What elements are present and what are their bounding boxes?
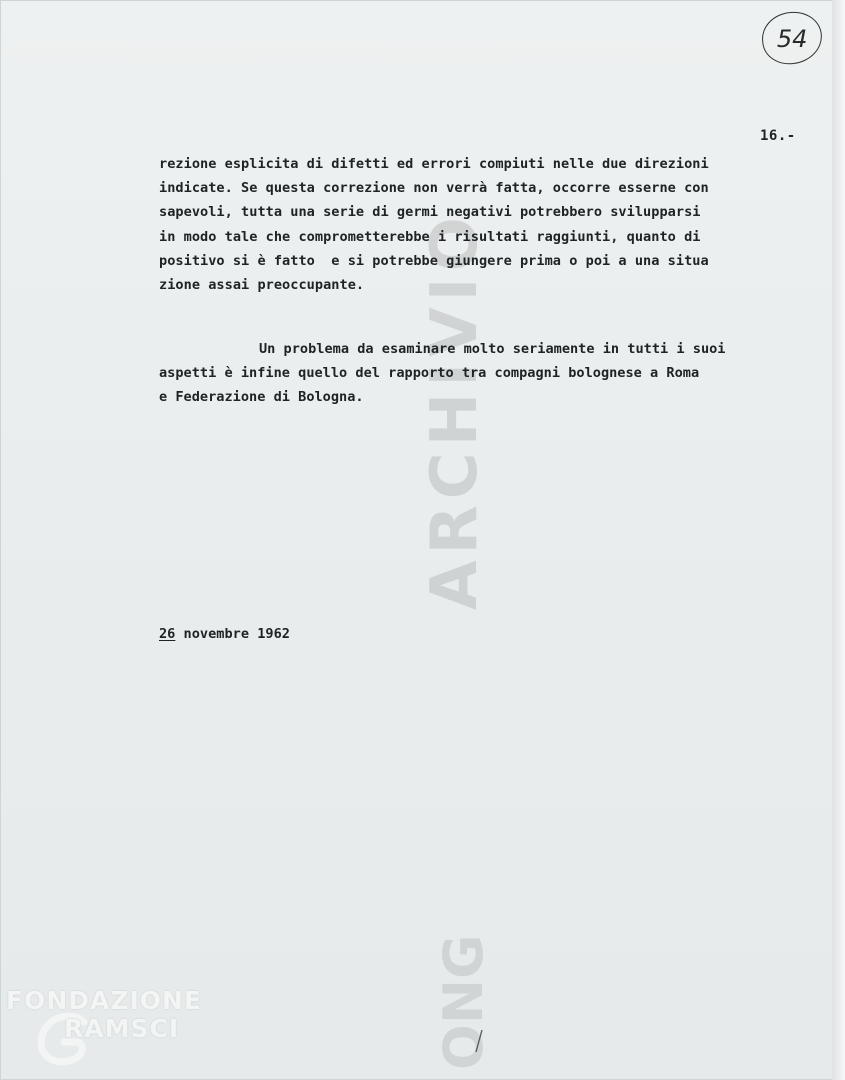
folio-stamp: [759, 9, 824, 67]
paragraph-2: [159, 337, 834, 410]
text-line: Un problema da esaminare molto seriamente in tutti i suoi: [259, 341, 726, 357]
date-month-year: novembre 1962: [175, 626, 290, 642]
text-line: sapevoli, tutta una serie di germi negativi potrebbero svilupparsi: [159, 204, 701, 221]
text-line: in modo tale che comprometterebbe i risultati raggiunti, quanto di: [159, 228, 701, 245]
page-number: 16.-: [760, 128, 796, 144]
fondazione-gramsci-logo: [6, 986, 216, 1076]
date-day: 26: [159, 626, 176, 642]
logo-text-line2: RAMSCI: [64, 1014, 180, 1043]
text-line: e Federazione di Bologna.: [159, 389, 364, 406]
text-line: aspetti è infine quello del rapporto tra compagni bolognese a Roma: [159, 365, 700, 382]
text-line: positivo si è fatto e si potrebbe giungere prima o poi a una situa: [159, 252, 709, 269]
logo-text-line1: FONDAZIONE: [6, 986, 203, 1015]
archive-watermark: ARCHIVIO: [418, 211, 492, 610]
folio-number: 54: [776, 24, 808, 53]
text-line: indicate. Se questa correzione non verrà fatta, occorre esserne con: [159, 180, 709, 197]
text-line: rezione esplicita di difetti ed errori compiuti nelle due direzioni: [159, 156, 709, 172]
text-line: zione assai preoccupante.: [159, 277, 365, 294]
document-date: [159, 626, 290, 642]
archive-watermark-low: ONG: [432, 934, 495, 1070]
paragraph-1: [159, 152, 834, 297]
page-edge: [832, 0, 845, 1080]
pen-mark-icon: [472, 1028, 486, 1054]
